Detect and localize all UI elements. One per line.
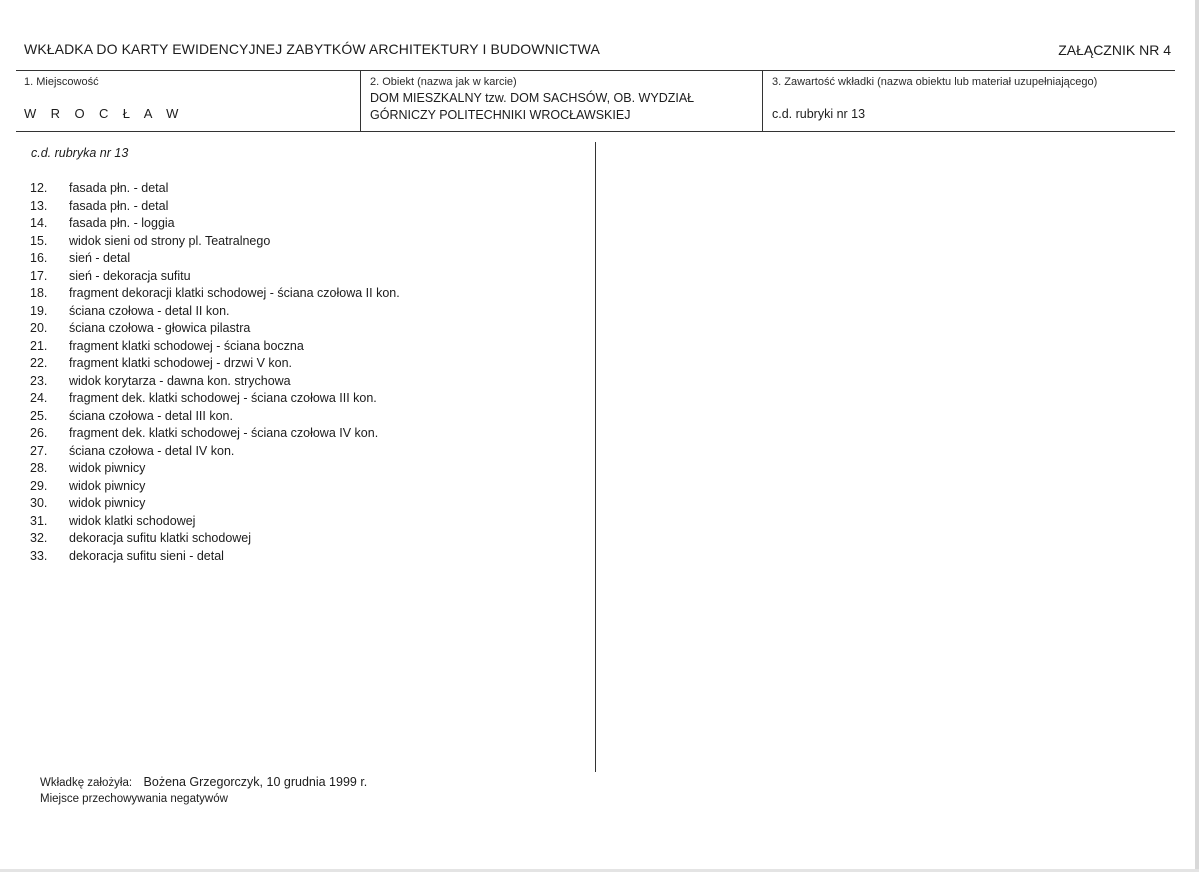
photo-item-list bbox=[30, 180, 400, 565]
list-item bbox=[30, 285, 400, 303]
header-divider-1 bbox=[360, 70, 361, 131]
item-number: 21. bbox=[30, 338, 48, 353]
item-number: 13. bbox=[30, 198, 48, 213]
list-item bbox=[30, 355, 400, 373]
item-text: ściana czołowa - detal IV kon. bbox=[69, 443, 235, 458]
item-number: 33. bbox=[30, 548, 48, 563]
object-value bbox=[370, 90, 694, 124]
item-number: 24. bbox=[30, 391, 48, 405]
item-text: fasada płn. - detal bbox=[69, 198, 169, 213]
item-number: 18. bbox=[30, 286, 48, 300]
list-item bbox=[30, 198, 400, 216]
item-number: 28. bbox=[30, 461, 48, 475]
column-divider bbox=[595, 142, 596, 772]
created-by-value: Bożena Grzegorczyk, 10 grudnia 1999 r. bbox=[143, 775, 368, 789]
item-text: ściana czołowa - detal II kon. bbox=[69, 303, 230, 318]
locality-value: W R O C Ł A W bbox=[24, 106, 184, 121]
item-number: 27. bbox=[30, 443, 48, 458]
item-text: fasada płn. - loggia bbox=[69, 216, 175, 230]
item-number: 20. bbox=[30, 321, 48, 335]
list-item bbox=[30, 303, 400, 321]
item-text: ściana czołowa - detal III kon. bbox=[69, 408, 233, 423]
object-value-line-2: GÓRNICZY POLITECHNIKI WROCŁAWSKIEJ bbox=[370, 108, 631, 122]
created-by-label: Wkładkę założyła: bbox=[40, 777, 133, 789]
list-item bbox=[30, 513, 400, 531]
list-item bbox=[30, 320, 400, 338]
item-text: widok korytarza - dawna kon. strychowa bbox=[69, 373, 291, 388]
item-text: dekoracja sufitu sieni - detal bbox=[69, 548, 224, 563]
header-bottom-rule bbox=[16, 131, 1175, 132]
item-number: 30. bbox=[30, 496, 48, 510]
item-number: 22. bbox=[30, 356, 48, 370]
item-text: ściana czołowa - głowica pilastra bbox=[69, 321, 251, 335]
item-number: 14. bbox=[30, 216, 48, 230]
negatives-location-label: Miejsce przechowywania negatywów bbox=[40, 793, 228, 805]
list-item bbox=[30, 530, 400, 548]
item-number: 31. bbox=[30, 513, 48, 528]
item-number: 16. bbox=[30, 251, 48, 265]
list-item bbox=[30, 268, 400, 286]
header-divider-2 bbox=[762, 70, 763, 131]
item-text: widok piwnicy bbox=[69, 496, 146, 510]
list-item bbox=[30, 425, 400, 443]
section-heading: c.d. rubryka nr 13 bbox=[31, 146, 129, 160]
list-item bbox=[30, 478, 400, 496]
contents-value: c.d. rubryki nr 13 bbox=[772, 107, 866, 121]
item-text: widok piwnicy bbox=[69, 478, 146, 493]
item-text: dekoracja sufitu klatki schodowej bbox=[69, 531, 252, 545]
card-edge-right bbox=[1195, 0, 1199, 872]
list-item bbox=[30, 408, 400, 426]
item-text: widok sieni od strony pl. Teatralnego bbox=[69, 233, 271, 248]
list-item bbox=[30, 250, 400, 268]
list-item bbox=[30, 390, 400, 408]
list-item bbox=[30, 338, 400, 356]
header-top-rule bbox=[16, 70, 1175, 71]
item-text: sień - dekoracja sufitu bbox=[69, 268, 191, 283]
item-text: widok klatki schodowej bbox=[69, 513, 196, 528]
list-item bbox=[30, 548, 400, 566]
list-item bbox=[30, 373, 400, 391]
created-by bbox=[40, 775, 367, 789]
item-number: 15. bbox=[30, 233, 48, 248]
item-number: 32. bbox=[30, 531, 48, 545]
item-text: widok piwnicy bbox=[69, 461, 146, 475]
object-value-line-1: DOM MIESZKALNY tzw. DOM SACHSÓW, OB. WYDZIAŁ bbox=[370, 91, 695, 105]
item-number: 19. bbox=[30, 303, 48, 318]
contents-label: 3. Zawartość wkładki (nazwa obiektu lub materiał uzupełniającego) bbox=[772, 76, 1098, 88]
item-text: fragment dekoracji klatki schodowej - ściana czołowa II kon. bbox=[69, 286, 400, 300]
annex-number: ZAŁĄCZNIK NR 4 bbox=[1058, 42, 1171, 58]
item-text: fragment klatki schodowej - drzwi V kon. bbox=[69, 356, 293, 370]
list-item bbox=[30, 215, 400, 233]
item-number: 25. bbox=[30, 408, 48, 423]
item-text: fragment klatki schodowej - ściana boczna bbox=[69, 338, 304, 353]
object-label: 2. Obiekt (nazwa jak w karcie) bbox=[370, 76, 517, 88]
list-item bbox=[30, 180, 400, 198]
locality-label: 1. Miejscowość bbox=[24, 76, 99, 88]
item-number: 26. bbox=[30, 426, 48, 440]
list-item bbox=[30, 495, 400, 513]
item-number: 12. bbox=[30, 181, 48, 195]
document-title: WKŁADKA DO KARTY EWIDENCYJNEJ ZABYTKÓW ARCHITEKTURY I BUDOWNICTWA bbox=[24, 41, 600, 57]
item-text: fragment dek. klatki schodowej - ściana czołowa III kon. bbox=[69, 391, 377, 405]
item-text: sień - detal bbox=[69, 251, 131, 265]
item-text: fragment dek. klatki schodowej - ściana czołowa IV kon. bbox=[69, 426, 379, 440]
item-number: 23. bbox=[30, 373, 48, 388]
list-item bbox=[30, 460, 400, 478]
list-item bbox=[30, 233, 400, 251]
item-text: fasada płn. - detal bbox=[69, 181, 169, 195]
item-number: 29. bbox=[30, 478, 48, 493]
list-item bbox=[30, 443, 400, 461]
item-number: 17. bbox=[30, 268, 48, 283]
